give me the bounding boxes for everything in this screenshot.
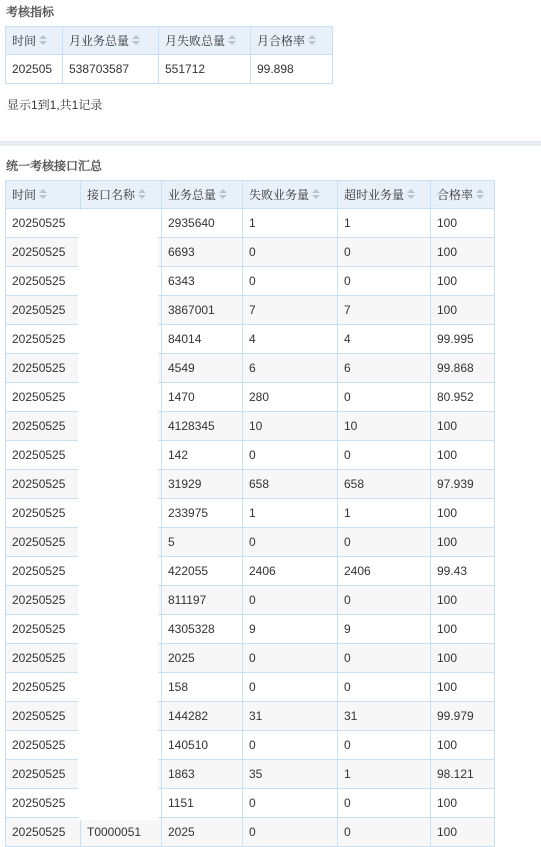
table-cell: 20250525 <box>6 731 81 760</box>
table-cell: 100 <box>431 412 495 441</box>
table-cell: 100 <box>431 586 495 615</box>
pagination-summary: 显示1到1,共1记录 <box>7 98 103 112</box>
table-cell: 100 <box>431 499 495 528</box>
section-title-assessment-metrics: 考核指标 <box>6 5 55 19</box>
redaction-mask <box>78 210 158 820</box>
table-cell: 9 <box>338 615 431 644</box>
table-cell: 20250525 <box>6 441 81 470</box>
table-cell: 100 <box>431 528 495 557</box>
table-cell: 20250525 <box>6 267 81 296</box>
table-cell: T0000051 <box>81 818 162 847</box>
table-cell: 7 <box>338 296 431 325</box>
table-cell: 551712 <box>159 55 251 84</box>
table-cell: 0 <box>338 238 431 267</box>
column-header-timeout-count[interactable]: 超时业务量 <box>338 181 431 209</box>
table-cell: 20250525 <box>6 818 81 847</box>
table-cell: 202505 <box>6 55 63 84</box>
table-cell: 84014 <box>162 325 243 354</box>
table-cell: 80.952 <box>431 383 495 412</box>
table-cell: 280 <box>243 383 338 412</box>
column-header-monthly-total[interactable]: 月业务总量 <box>63 27 159 55</box>
column-header-failed-count[interactable]: 失败业务量 <box>243 181 338 209</box>
table-cell: 6 <box>338 354 431 383</box>
table-cell: 20250525 <box>6 325 81 354</box>
table-cell: 0 <box>338 267 431 296</box>
table-cell: 0 <box>338 644 431 673</box>
table-cell: 99.43 <box>431 557 495 586</box>
table-cell: 20250525 <box>6 702 81 731</box>
table-cell: 100 <box>431 818 495 847</box>
table-cell: 98.121 <box>431 760 495 789</box>
table-cell: 1 <box>243 499 338 528</box>
table-cell: 0 <box>338 818 431 847</box>
table-cell: 6693 <box>162 238 243 267</box>
table-cell: 20250525 <box>6 296 81 325</box>
table-cell: 100 <box>431 296 495 325</box>
table-cell: 538703587 <box>63 55 159 84</box>
table-cell: 4 <box>243 325 338 354</box>
table-cell: 4128345 <box>162 412 243 441</box>
table-cell: 99.995 <box>431 325 495 354</box>
table-cell: 0 <box>338 586 431 615</box>
table-cell: 100 <box>431 673 495 702</box>
table-cell: 10 <box>243 412 338 441</box>
table-header-row <box>6 181 495 209</box>
table-cell: 31 <box>338 702 431 731</box>
table-cell: 6 <box>243 354 338 383</box>
table-cell: 422055 <box>162 557 243 586</box>
table-cell: 0 <box>243 267 338 296</box>
section-title-interface-summary: 统一考核接口汇总 <box>6 159 103 173</box>
column-header-monthly-pass-rate[interactable]: 月合格率 <box>251 27 333 55</box>
table-cell: 233975 <box>162 499 243 528</box>
table-cell: 100 <box>431 238 495 267</box>
table-cell: 0 <box>243 586 338 615</box>
table-cell: 20250525 <box>6 412 81 441</box>
table-cell: 7 <box>243 296 338 325</box>
table-cell: 99.868 <box>431 354 495 383</box>
table-cell: 140510 <box>162 731 243 760</box>
table-cell: 0 <box>338 731 431 760</box>
table-cell: 0 <box>243 441 338 470</box>
table-cell: 100 <box>431 267 495 296</box>
table-cell: 142 <box>162 441 243 470</box>
table-cell: 144282 <box>162 702 243 731</box>
table-row <box>6 55 333 84</box>
table-cell: 100 <box>431 209 495 238</box>
table-cell: 2935640 <box>162 209 243 238</box>
table-cell: 20250525 <box>6 673 81 702</box>
table-cell: 811197 <box>162 586 243 615</box>
table-cell: 20250525 <box>6 383 81 412</box>
table-cell: 20250525 <box>6 209 81 238</box>
table-cell: 2025 <box>162 644 243 673</box>
table-cell: 4549 <box>162 354 243 383</box>
table-cell: 4305328 <box>162 615 243 644</box>
column-header-business-total[interactable]: 业务总量 <box>162 181 243 209</box>
table-cell: 1 <box>338 760 431 789</box>
column-header-time[interactable]: 时间 <box>6 27 63 55</box>
table-cell: 1 <box>243 209 338 238</box>
table-cell: 10 <box>338 412 431 441</box>
table-cell: 0 <box>243 528 338 557</box>
table-cell: 20250525 <box>6 644 81 673</box>
table-cell: 20250525 <box>6 499 81 528</box>
table-cell: 20250525 <box>6 760 81 789</box>
table-cell: 158 <box>162 673 243 702</box>
table-cell: 100 <box>431 644 495 673</box>
table-cell: 0 <box>338 789 431 818</box>
table-cell: 100 <box>431 441 495 470</box>
table-cell: 0 <box>338 441 431 470</box>
table-cell: 35 <box>243 760 338 789</box>
table-cell: 0 <box>243 731 338 760</box>
column-header-time[interactable]: 时间 <box>6 181 81 209</box>
table-cell: 20250525 <box>6 586 81 615</box>
table-cell: 0 <box>243 818 338 847</box>
table-cell: 20250525 <box>6 238 81 267</box>
table-cell: 20250525 <box>6 615 81 644</box>
column-header-monthly-failed[interactable]: 月失败总量 <box>159 27 251 55</box>
table-cell: 1151 <box>162 789 243 818</box>
table-cell: 0 <box>338 383 431 412</box>
table-cell: 100 <box>431 731 495 760</box>
table-cell: 0 <box>243 238 338 267</box>
table-cell: 6343 <box>162 267 243 296</box>
table-cell: 0 <box>338 528 431 557</box>
table-cell: 0 <box>338 673 431 702</box>
table-header-row <box>6 27 333 55</box>
section-divider <box>0 141 541 146</box>
table-cell: 20250525 <box>6 470 81 499</box>
table-cell: 99.979 <box>431 702 495 731</box>
table-cell: 20250525 <box>6 354 81 383</box>
table-cell: 100 <box>431 789 495 818</box>
table-cell: 0 <box>243 644 338 673</box>
table-cell: 4 <box>338 325 431 354</box>
table-cell: 31929 <box>162 470 243 499</box>
column-header-pass-rate[interactable]: 合格率 <box>431 181 495 209</box>
table-cell: 1 <box>338 499 431 528</box>
table-cell: 2406 <box>338 557 431 586</box>
table-cell: 9 <box>243 615 338 644</box>
table-cell: 20250525 <box>6 557 81 586</box>
table-cell: 100 <box>431 615 495 644</box>
table-cell: 0 <box>243 673 338 702</box>
table-row <box>6 818 495 847</box>
table-cell: 1863 <box>162 760 243 789</box>
table-cell: 99.898 <box>251 55 333 84</box>
table-cell: 97.939 <box>431 470 495 499</box>
table-cell: 2406 <box>243 557 338 586</box>
column-header-interface-name[interactable]: 接口名称 <box>81 181 162 209</box>
table-cell: 3867001 <box>162 296 243 325</box>
table-cell: 2025 <box>162 818 243 847</box>
table-cell: 1 <box>338 209 431 238</box>
table-cell: 658 <box>338 470 431 499</box>
table-cell: 20250525 <box>6 528 81 557</box>
table-cell: 658 <box>243 470 338 499</box>
table-cell: 5 <box>162 528 243 557</box>
table-cell: 0 <box>243 789 338 818</box>
table-cell: 31 <box>243 702 338 731</box>
table-cell: 20250525 <box>6 789 81 818</box>
assessment-metrics-table <box>5 26 333 84</box>
table-cell: 1470 <box>162 383 243 412</box>
